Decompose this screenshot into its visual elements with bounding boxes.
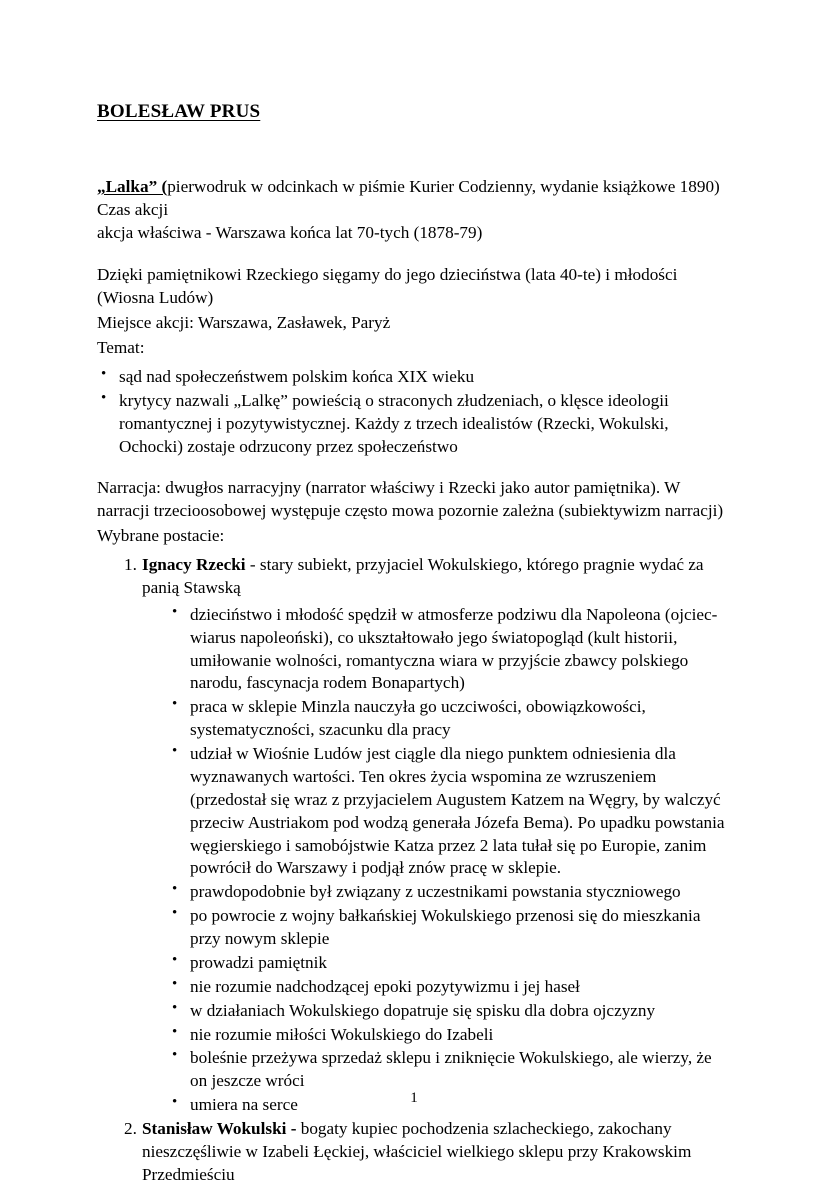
work-title-details: pierwodruk w odcinkach w piśmie Kurier Codzienny, wydanie książkowe 1890) bbox=[167, 176, 720, 196]
miejsce-akcji-paragraph: Miejsce akcji: Warszawa, Zasławek, Paryż bbox=[97, 313, 391, 333]
temat-label: Temat: bbox=[97, 338, 145, 357]
character-heading bbox=[142, 554, 731, 600]
character-heading bbox=[142, 1118, 731, 1187]
work-title: „Lalka” ( bbox=[97, 176, 168, 196]
list-item: • nie rozumie miłości Wokulskiego do Izabeli bbox=[168, 1024, 731, 1047]
list-item: • dzieciństwo i młodość spędził w atmosferze podziwu dla Napoleona (ojciec-wiarus napoleoński), co ukształtowało jego światopogląd (kult historii, umiłowanie wolności, romantyczna wiara w przyjście zbawcy polskiego narodu, fascynacja rodem Bonapartych) bbox=[168, 604, 731, 696]
list-item: • nie rozumie nadchodzącej epoki pozytywizmu i jej haseł bbox=[168, 976, 731, 999]
character-name: Stanisław Wokulski - bbox=[142, 1119, 297, 1138]
narracja-paragraph: Narracja: dwugłos narracyjny (narrator właściwy i Rzecki jako autor pamiętnika). W narracji trzecioosobowej występuje często mowa pozornie zależna (subiektywizm narracji) bbox=[97, 478, 724, 521]
work-title-paragraph bbox=[97, 176, 731, 199]
list-item: • po powrocie z wojny bałkańskiej Wokulskiego przenosi się do mieszkania przy nowym sklepie bbox=[168, 905, 731, 951]
list-item: • boleśnie przeżywa sprzedaż sklepu i zniknięcie Wokulskiego, ale wierzy, że on jeszcze wróci bbox=[168, 1047, 731, 1093]
document-content bbox=[97, 100, 731, 1187]
list-item: • prowadzi pamiętnik bbox=[168, 952, 731, 975]
list-item: • umiera na serce bbox=[168, 1094, 731, 1117]
character-detail-list bbox=[168, 604, 731, 1117]
character-description: - stary subiekt, przyjaciel Wokulskiego, którego pragnie wydać za panią Stawską bbox=[142, 555, 704, 597]
czas-akcji-label: Czas akcji bbox=[97, 199, 169, 219]
spacer bbox=[97, 246, 731, 264]
character-item-ignacy-rzecki bbox=[97, 554, 731, 1117]
list-number bbox=[124, 1118, 137, 1141]
character-item-stanislaw-wokulski bbox=[97, 1118, 731, 1187]
list-item: • prawdopodobnie był związany z uczestnikami powstania styczniowego bbox=[168, 881, 731, 904]
page-number: 1 bbox=[410, 1090, 418, 1106]
czas-akcji-value: akcja właściwa - Warszawa końca lat 70-tych (1878-79) bbox=[97, 222, 483, 242]
list-item: • udział w Wiośnie Ludów jest ciągle dla niego punktem odniesienia dla wyznawanych wartości. Ten okres życia wspomina ze wzruszeniem (przedostał się wraz z przyjacielem Augustem Katzem na Węgry, by walczyć przeciw Austriakom pod wodzą generała Józefa Bema). Po upadku powstania węgierskiego i samobójstwie Katza przez 2 lata tułał się po Europie, zanim powrócił do Warszawy i podjął znów pracę w sklepie. bbox=[168, 743, 731, 880]
list-item: • krytycy nazwali „Lalkę” powieścią o straconych złudzeniach, o klęsce ideologii romantycznej i pozytywistycznej. Każdy z trzech idealistów (Rzecki, Wokulski, Ochocki) zostaje odrzucony przez społeczeństwo bbox=[97, 390, 680, 459]
temat-bullet-list bbox=[97, 366, 680, 459]
list-item: • sąd nad społeczeństwem polskim końca XIX wieku bbox=[97, 366, 680, 389]
page-title: BOLESŁAW PRUS bbox=[97, 101, 261, 122]
pamietnik-paragraph: Dzięki pamiętnikowi Rzeckiego sięgamy do jego dzieciństwa (lata 40-te) i młodości (Wiosna Ludów) bbox=[97, 265, 678, 308]
list-item: • w działaniach Wokulskiego dopatruje się spisku dla dobra ojczyzny bbox=[168, 1000, 731, 1023]
page-title-row bbox=[97, 100, 731, 150]
wybrane-postacie-label: Wybrane postacie: bbox=[97, 526, 225, 546]
list-number bbox=[124, 554, 137, 577]
character-name: Ignacy Rzecki bbox=[142, 555, 246, 574]
character-description: bogaty kupiec pochodzenia szlacheckiego, zakochany nieszczęśliwie w Izabeli Łęckiej, właściciel wielkiego sklepu przy Krakowskim Przedmieściu bbox=[142, 1119, 692, 1184]
spacer bbox=[97, 459, 731, 477]
list-item: • praca w sklepie Minzla nauczyła go uczciwości, obowiązkowości, systematyczności, szacunku dla pracy bbox=[168, 696, 731, 742]
